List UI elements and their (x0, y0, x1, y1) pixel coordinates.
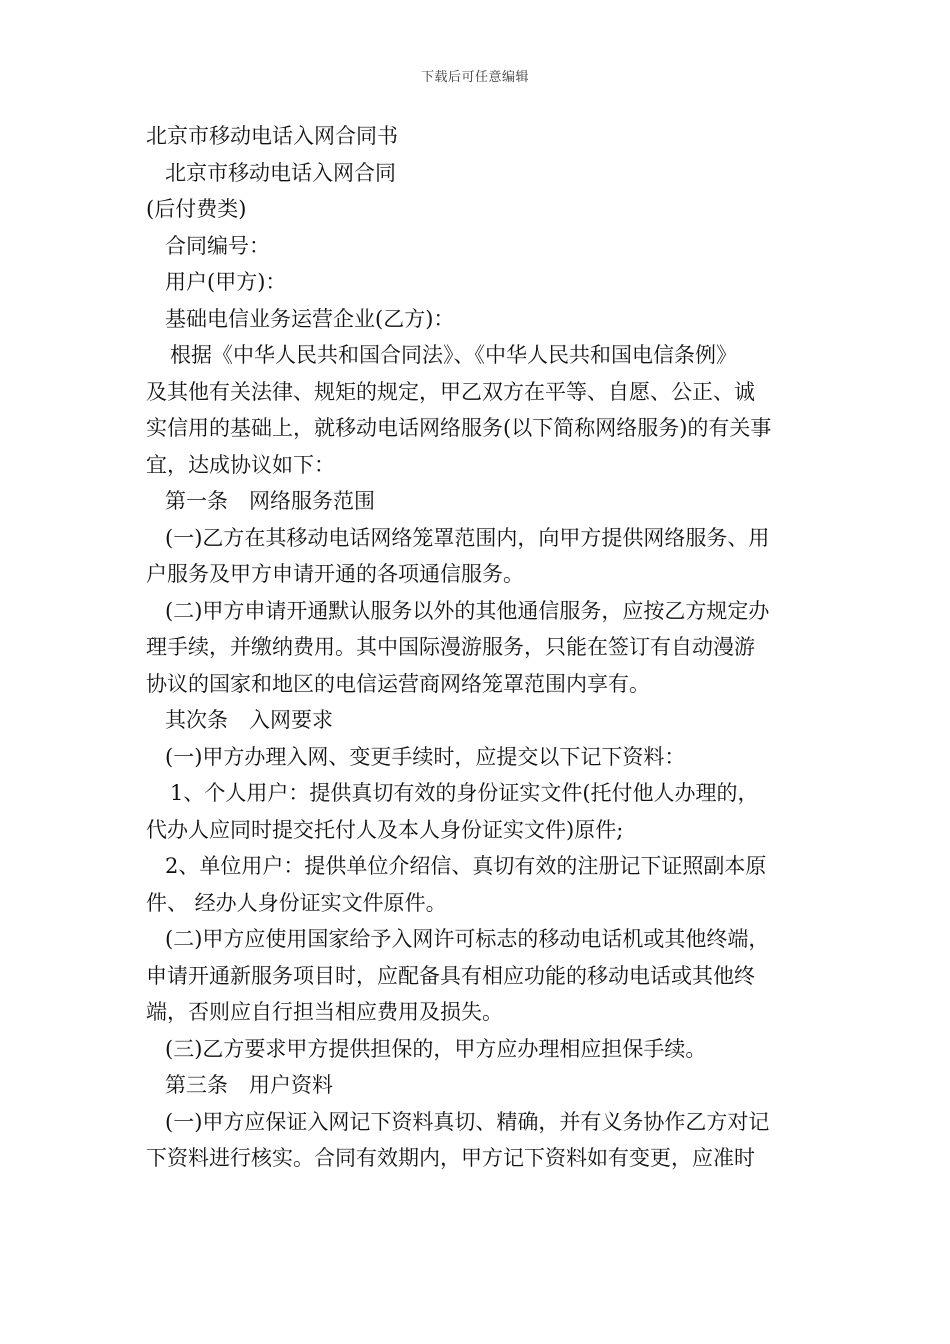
text-line: 1、个人用户：提供真切有效的身份证实文件(托付他人办理的， (170, 781, 759, 805)
text-line: (一)甲方应保证入网记下资料真切、精确，并有义务协作乙方对记 (165, 1109, 770, 1134)
text-line: 户服务及甲方申请开通的各项通信服务。 (146, 562, 524, 586)
text-line: 第一条 网络服务范围 (165, 489, 375, 513)
text-line: 用户(甲方)： (165, 270, 287, 294)
text-line: 协议的国家和地区的电信运营商网络笼罩范围内享有。 (146, 671, 650, 696)
document-body (146, 118, 810, 1177)
text-line: (一)甲方办理入网、变更手续时，应提交以下记下资料： (165, 744, 686, 769)
text-line: (二)甲方应使用国家给予入网许可标志的移动电话机或其他终端， (165, 927, 770, 951)
text-line: 北京市移动电话入网合同 (165, 160, 396, 185)
text-line: 件、 经办人身份证实文件原件。 (146, 890, 447, 915)
text-line: 合同编号： (165, 233, 270, 258)
text-line: (一)乙方在其移动电话网络笼罩范围内，向甲方提供网络服务、用 (165, 525, 770, 550)
text-line: 及其他有关法律、规矩的规定，甲乙双方在平等、自愿、公正、诚 (146, 379, 755, 404)
page-header-note: 下载后可任意编辑 (420, 70, 529, 85)
text-line: 代办人应同时提交托付人及本人身份证实文件)原件; (146, 817, 624, 842)
text-line: 北京市移动电话入网合同书 (146, 124, 398, 148)
text-line: 实信用的基础上，就移动电话网络服务(以下简称网络服务)的有关事 (146, 416, 772, 440)
text-line: 端，否则应自行担当相应费用及损失。 (146, 1000, 503, 1024)
text-line: 基础电信业务运营企业(乙方)： (165, 306, 455, 331)
text-line: (后付费类) (146, 197, 247, 221)
text-line: 2、单位用户：提供单位介绍信、真切有效的注册记下证照副本原 (165, 854, 767, 878)
text-line: 宜，达成协议如下： (146, 452, 335, 477)
text-line: (二)甲方申请开通默认服务以外的其他通信服务，应按乙方规定办 (165, 598, 770, 623)
text-line: 申请开通新服务项目时，应配备具有相应功能的移动电话或其他终 (146, 963, 755, 988)
text-line: 理手续，并缴纳费用。其中国际漫游服务，只能在签订有自动漫游 (146, 635, 755, 659)
text-line: 其次条 入网要求 (165, 708, 333, 732)
text-line: (三)乙方要求甲方提供担保的，甲方应办理相应担保手续。 (165, 1036, 707, 1061)
text-line: 根据《中华人民共和国合同法》、《中华人民共和国电信条例》 (170, 343, 737, 367)
text-line: 第三条 用户资料 (165, 1073, 333, 1097)
text-line: 下资料进行核实。合同有效期内，甲方记下资料如有变更，应准时 (146, 1146, 755, 1170)
